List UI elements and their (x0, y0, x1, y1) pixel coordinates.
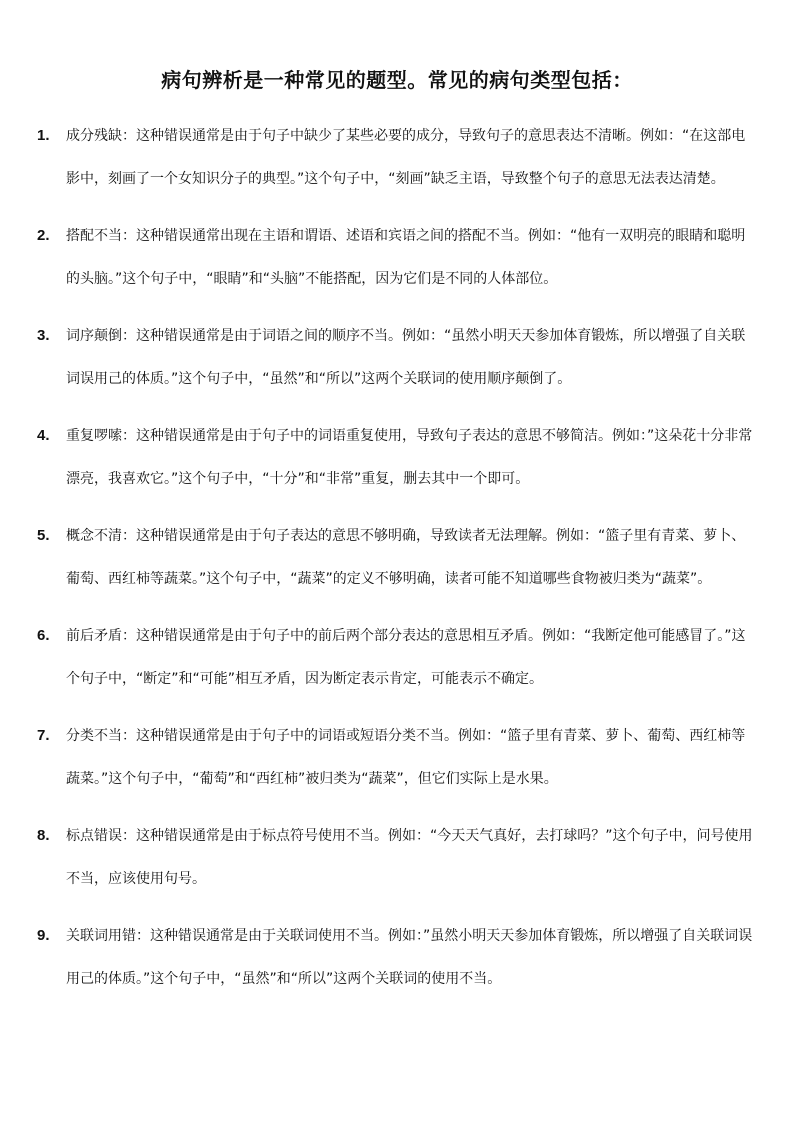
item-text: 分类不当：这种错误通常是由于句子中的词语或短语分类不当。例如：“篮子里有青菜、萝卜、葡萄、西红柿等蔬菜。”这个句子中，“葡萄”和“西红柿”被归类为“蔬菜”，但它们实际上是水果。 (66, 727, 746, 787)
list-item (0, 425, 794, 511)
list-item (0, 725, 794, 811)
list-item (0, 525, 794, 611)
item-number: 4. (37, 427, 50, 444)
item-number: 7. (37, 727, 50, 744)
list-item (0, 825, 794, 911)
item-number: 1. (37, 127, 50, 144)
item-number: 6. (37, 627, 50, 644)
item-number: 8. (37, 827, 50, 844)
list-item (0, 125, 794, 211)
item-text: 成分残缺：这种错误通常是由于句子中缺少了某些必要的成分，导致句子的意思表达不清晰。例如：“在这部电影中，刻画了一个女知识分子的典型。”这个句子中，“刻画”缺乏主语，导致整个句子的意思无法表达清楚。 (66, 127, 746, 187)
item-text: 前后矛盾：这种错误通常是由于句子中的前后两个部分表达的意思相互矛盾。例如：“我断定他可能感冒了。”这个句子中，“断定”和“可能”相互矛盾，因为断定表示肯定，可能表示不确定。 (66, 627, 746, 687)
item-text: 词序颠倒：这种错误通常是由于词语之间的顺序不当。例如：“虽然小明天天参加体育锻炼，所以增强了自关联词误用己的体质。”这个句子中，“虽然”和“所以”这两个关联词的使用顺序颠倒了。 (66, 327, 746, 387)
document-title: 病句辨析是一种常见的题型。常见的病句类型包括： (161, 68, 633, 92)
item-number: 3. (37, 327, 50, 344)
error-type-list (0, 125, 794, 1025)
item-text: 重复啰嗦：这种错误通常是由于句子中的词语重复使用，导致句子表达的意思不够简洁。例如：”这朵花十分非常漂亮，我喜欢它。”这个句子中，“十分”和“非常”重复，删去其中一个即可。 (66, 427, 753, 487)
item-text: 标点错误：这种错误通常是由于标点符号使用不当。例如：“今天天气真好，去打球吗？”这个句子中，问号使用不当，应该使用句号。 (66, 827, 753, 887)
item-text: 搭配不当：这种错误通常出现在主语和谓语、述语和宾语之间的搭配不当。例如：“他有一双明亮的眼睛和聪明的头脑。”这个句子中，“眼睛”和“头脑”不能搭配，因为它们是不同的人体部位。 (66, 227, 746, 287)
list-item (0, 625, 794, 711)
item-number: 2. (37, 227, 50, 244)
list-item (0, 325, 794, 411)
item-number: 9. (37, 927, 50, 944)
list-item (0, 925, 794, 1011)
item-text: 概念不清：这种错误通常是由于句子表达的意思不够明确，导致读者无法理解。例如：“篮子里有青菜、萝卜、葡萄、西红柿等蔬菜。”这个句子中，“蔬菜”的定义不够明确，读者可能不知道哪些食物被归类为“蔬菜”。 (66, 527, 746, 587)
list-item (0, 225, 794, 311)
item-number: 5. (37, 527, 50, 544)
item-text: 关联词用错：这种错误通常是由于关联词使用不当。例如：”虽然小明天天参加体育锻炼，所以增强了自关联词误用己的体质。”这个句子中，“虽然”和“所以”这两个关联词的使用不当。 (66, 927, 753, 987)
